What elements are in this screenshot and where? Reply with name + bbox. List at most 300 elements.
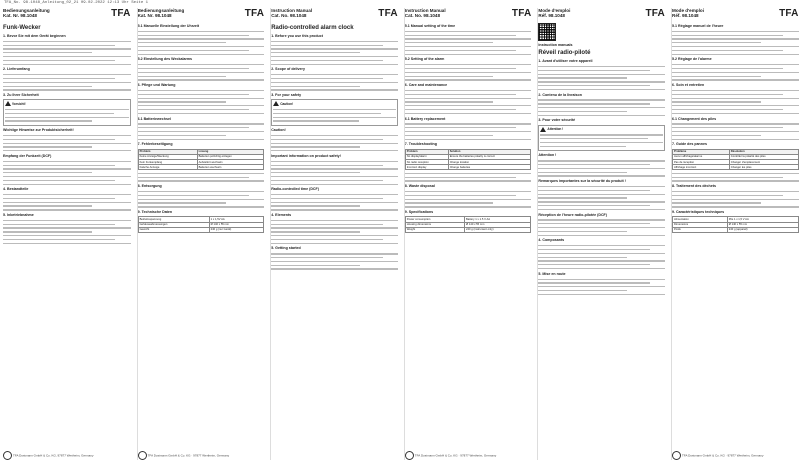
text-line (3, 143, 131, 144)
table-cell: Aucun affichage/alarme (673, 154, 730, 159)
text-line (405, 98, 532, 99)
text-line (3, 205, 92, 206)
text-line (3, 74, 131, 75)
text-line (271, 224, 382, 225)
product-heading: Funk-Wecker (3, 25, 41, 31)
text-line (405, 79, 532, 80)
text-line (3, 231, 92, 232)
column-header: Problème (673, 149, 730, 154)
table-cell: Dimensions (673, 222, 728, 227)
text-line (271, 235, 398, 236)
text-line (538, 209, 665, 210)
section-heading: 7. Troubleshooting (404, 142, 437, 147)
text-line (3, 202, 131, 203)
column-header: Problem (138, 149, 197, 154)
text-line (138, 195, 249, 196)
page-footer (405, 451, 532, 460)
table-cell: Pile 1 x 1,5 V AA (727, 217, 798, 222)
text-line (138, 38, 265, 39)
recycle-icon (672, 451, 681, 460)
text-line (405, 38, 532, 39)
table-cell: Batterien polrichtig einlegen (197, 154, 264, 159)
section-heading: 3. For your safety (271, 93, 302, 98)
text-line (672, 42, 761, 43)
text-line (3, 209, 131, 210)
model-number: Réf. 98.1048 (538, 13, 565, 19)
table-cell: No display/alarm (405, 154, 448, 159)
text-line (405, 113, 532, 114)
model-number: Kat. Nr. 98.1048 (3, 13, 37, 19)
section-heading: 8. Traitement des déchets (672, 184, 716, 189)
text-line (271, 41, 398, 42)
text-line (672, 90, 799, 91)
text-line (540, 134, 663, 135)
text-line (5, 120, 92, 121)
text-line (271, 86, 360, 87)
section-heading: 1. Avant d'utiliser votre appareil (538, 59, 593, 64)
section-heading: 1. Before you use this product (271, 34, 323, 38)
footer-text: TFA Dostmann GmbH & Co. KG · 97877 Wertheim, Germany (147, 453, 230, 458)
text-line (405, 46, 532, 47)
section-heading: 9. Specifications (404, 210, 434, 215)
page-footer (138, 451, 265, 460)
section-heading: 2. Scope of delivery (271, 67, 305, 72)
section-heading: 4. Bestandteile (3, 187, 29, 192)
specifications-table (672, 216, 799, 233)
qr-code (538, 23, 556, 41)
text-line (538, 260, 665, 261)
table-cell: Ø 140 x 55 mm (209, 222, 264, 227)
text-line (3, 168, 131, 169)
text-line (271, 143, 398, 144)
text-line (672, 35, 783, 36)
section-heading: 5.1 Réglage manuel de l'heure (672, 24, 724, 28)
manual-title: Instruction Manual (404, 8, 446, 13)
text-line (672, 46, 799, 47)
warning-icon (5, 101, 11, 106)
text-line (405, 177, 516, 178)
section-heading: 3. Pour votre sécurité (538, 118, 576, 123)
footer-text: TFA Dostmann GmbH & Co. KG · 97877 Wertheim, Germany (414, 453, 497, 458)
table-cell: Affichage incorrect (673, 165, 730, 170)
text-line (3, 135, 131, 136)
recycle-icon (3, 451, 12, 460)
tfa-logo: TFA (378, 8, 398, 19)
warning-label: Attention ! (547, 127, 564, 132)
text-line (538, 227, 665, 228)
text-line (538, 231, 627, 232)
text-line (672, 94, 783, 95)
section-heading: 5.2 Einstellung des Weckalarms (137, 57, 193, 62)
text-line (672, 31, 799, 32)
text-line (540, 146, 626, 147)
model-number: Cat. No. 98.1048 (271, 13, 307, 19)
text-line (672, 38, 799, 39)
page-header (138, 8, 265, 22)
text-line (538, 85, 649, 86)
text-line (538, 103, 649, 104)
text-line (672, 202, 761, 203)
section-heading: 8. Waste disposal (404, 184, 435, 189)
text-line (540, 138, 648, 139)
text-line (271, 243, 398, 244)
text-line (3, 139, 115, 140)
text-line (3, 89, 131, 90)
text-line (405, 131, 532, 132)
section-heading: 2. Lieferumfang (3, 67, 30, 72)
text-line (138, 177, 249, 178)
text-line (271, 202, 398, 203)
text-line (672, 199, 799, 200)
text-line (3, 243, 131, 244)
text-line (538, 219, 665, 220)
text-line (538, 115, 665, 116)
manual-page-fr (537, 8, 665, 460)
text-line (138, 72, 265, 73)
text-line (538, 186, 665, 187)
table-row (673, 227, 799, 232)
section-heading: 1. Bevor Sie mit dem Gerät beginnen (3, 34, 66, 38)
text-line (405, 90, 532, 91)
text-line (271, 139, 382, 140)
manual-page-en (404, 8, 532, 460)
table-cell: Change batteries (448, 165, 531, 170)
table-cell: Changer les piles (729, 165, 798, 170)
text-line (271, 198, 382, 199)
text-line (271, 227, 398, 228)
text-line (3, 176, 131, 177)
text-line (538, 172, 627, 173)
table-cell: Batterien wechseln (197, 165, 264, 170)
text-line (405, 72, 532, 73)
text-line (3, 146, 92, 147)
section-heading: Wichtige Hinweise zur Produktsicherheit! (3, 128, 74, 133)
column-header: Lösung (197, 149, 264, 154)
section-heading: Réception de l'heure radio-pilotée (DCF) (538, 212, 607, 217)
text-line (538, 107, 665, 108)
text-line (271, 78, 382, 79)
text-line (271, 231, 360, 232)
table-cell: 240 g (nur Gerät) (209, 227, 264, 232)
text-line (538, 175, 665, 176)
text-line (138, 180, 265, 181)
text-line (672, 123, 799, 124)
text-line (405, 35, 516, 36)
text-line (138, 139, 265, 140)
column-header: Problem (405, 149, 448, 154)
text-line (3, 239, 115, 240)
section-heading: 7. Guide des pannes (672, 142, 707, 147)
table-cell: Battery 1 x 1.5 V AA (465, 217, 531, 222)
text-line (271, 74, 398, 75)
text-line (405, 105, 532, 106)
warning-header (273, 101, 396, 106)
text-line (405, 206, 532, 207)
text-line (405, 191, 532, 192)
text-line (672, 177, 783, 178)
troubleshooting-table (138, 149, 265, 171)
text-line (138, 79, 265, 80)
text-line (538, 282, 649, 283)
page-title-block (405, 8, 446, 18)
text-line (271, 205, 360, 206)
section-heading: 6.1 Changement des piles (672, 116, 717, 121)
text-line (271, 161, 398, 162)
page-header (672, 8, 799, 22)
page-title-block (672, 8, 704, 18)
text-line (271, 150, 398, 151)
footer-text: TFA Dostmann GmbH & Co. KG, 97877 Wertheim, Germany (13, 453, 94, 458)
table-cell: 240 g (instrument only) (465, 227, 531, 232)
text-line (405, 199, 532, 200)
table-row (405, 227, 531, 232)
text-line (672, 72, 799, 73)
text-line (672, 76, 761, 77)
text-line (3, 198, 115, 199)
text-line (405, 101, 494, 102)
warning-header (5, 101, 129, 106)
product-heading: Radio-controlled alarm clock (271, 25, 354, 31)
section-heading: 9. Technische Daten (137, 210, 173, 215)
text-line (271, 89, 398, 90)
text-line (138, 105, 265, 106)
table-cell: Changer d'emplacement (729, 159, 798, 164)
text-line (3, 86, 92, 87)
text-line (138, 31, 265, 32)
text-line (138, 199, 265, 200)
text-line (405, 202, 494, 203)
text-line (538, 253, 665, 254)
text-line (405, 68, 516, 69)
text-line (538, 249, 649, 250)
section-heading: 5.2 Setting of the alarm (404, 57, 445, 62)
text-line (5, 117, 129, 118)
text-line (3, 180, 115, 181)
section-heading: 4. Composants (538, 238, 565, 243)
text-line (538, 74, 665, 75)
text-line (138, 64, 265, 65)
text-line (138, 94, 249, 95)
text-line (271, 52, 360, 53)
text-line (538, 235, 665, 236)
text-line (405, 31, 532, 32)
section-heading: 6. Soin et entretien (672, 83, 705, 88)
manual-title: Bedienungsanleitung (3, 8, 50, 13)
text-line (538, 257, 627, 258)
text-line (538, 290, 627, 291)
table-cell: Weight (405, 227, 464, 232)
table-cell: 1 x 1,5V AA (209, 217, 264, 222)
warning-box (271, 99, 398, 126)
model-number: Cat. No. 98.1048 (404, 13, 441, 19)
table-cell: Poids (673, 227, 728, 232)
text-line (538, 201, 665, 202)
text-line (138, 202, 227, 203)
table-cell: Ø 140 x 55 mm (465, 222, 531, 227)
text-line (3, 224, 115, 225)
text-line (405, 54, 532, 55)
text-line (138, 54, 265, 55)
text-line (538, 294, 665, 295)
text-line (271, 268, 398, 269)
text-line (271, 146, 360, 147)
text-line (405, 123, 532, 124)
text-line (672, 109, 783, 110)
text-line (138, 68, 249, 69)
table-cell: Pas de réception (673, 159, 730, 164)
manual-title: Instruction Manual (271, 8, 313, 13)
text-line (672, 64, 799, 65)
table-cell: Gehäuseabmessungen (138, 222, 209, 227)
warning-icon (273, 101, 279, 106)
table-row (138, 165, 264, 170)
text-line (672, 105, 799, 106)
text-line (271, 184, 398, 185)
text-line (271, 172, 360, 173)
text-line (538, 70, 649, 71)
text-line (405, 139, 532, 140)
text-line (538, 81, 665, 82)
text-line (538, 205, 649, 206)
text-line (672, 139, 799, 140)
text-line (138, 98, 265, 99)
footer-text: TFA Dostmann GmbH & Co. KG · 97877 Wertheim, Germany (682, 453, 764, 458)
text-line (3, 78, 115, 79)
text-line (273, 113, 381, 114)
text-line (271, 261, 398, 262)
text-line (405, 109, 516, 110)
text-line (271, 165, 382, 166)
section-heading: 6. Pflege und Wartung (137, 83, 176, 88)
section-heading: 9. Caractéristiques techniques (672, 210, 725, 215)
text-line (672, 98, 799, 99)
page-footer (3, 451, 131, 460)
tfa-logo: TFA (111, 8, 131, 19)
text-line (138, 46, 265, 47)
text-line (540, 142, 663, 143)
text-line (271, 265, 360, 266)
text-line (3, 172, 92, 173)
text-line (3, 165, 115, 166)
text-line (538, 268, 665, 269)
text-line (672, 79, 799, 80)
text-line (3, 82, 131, 83)
text-line (672, 68, 783, 69)
text-line (405, 195, 516, 196)
text-line (138, 113, 265, 114)
table-cell: Keine Anzeige/Weckung (138, 154, 197, 159)
text-line (271, 135, 398, 136)
table-cell: Power consumption (405, 217, 464, 222)
manual-page-de (137, 8, 265, 460)
text-line (538, 160, 665, 161)
specifications-table (138, 216, 265, 233)
section-heading: 5. Mise en route (538, 271, 566, 276)
column-header: Résolution (729, 149, 798, 154)
text-line (405, 127, 516, 128)
section-heading: 5.1 Manual setting of the time (404, 24, 456, 28)
text-line (271, 82, 398, 83)
text-line (5, 109, 129, 110)
page-title-block (3, 8, 50, 18)
table-cell: Betriebsspannung (138, 217, 209, 222)
text-line (138, 123, 265, 124)
text-line (3, 60, 115, 61)
text-line (3, 220, 131, 221)
model-number: Kat. Nr. 98.1048 (137, 13, 172, 19)
text-line (538, 77, 627, 78)
print-slug: TFA_No. 98.1048_Anleitung_02_21 09.02.2022 12:13 Uhr Seite 1 (4, 1, 149, 5)
text-line (672, 101, 761, 102)
table-cell: Ø 140 x 55 mm (727, 222, 798, 227)
text-line (138, 76, 227, 77)
text-line (672, 54, 799, 55)
table-cell: 240 g (appareil) (727, 227, 798, 232)
warning-label: Vorsicht! (12, 101, 26, 106)
table-cell: Ensure the batteries polarity is correct (448, 154, 531, 159)
text-line (405, 64, 532, 65)
text-line (3, 52, 92, 53)
table-cell: Contrôler la polarité des piles (729, 154, 798, 159)
text-line (138, 42, 227, 43)
warning-box (538, 125, 665, 152)
table-cell: Falsche Anzeige (138, 165, 197, 170)
section-heading: Remarques importantes sur la sécurité du produit ! (538, 179, 626, 184)
text-line (672, 180, 799, 181)
text-line (3, 64, 131, 65)
text-line (538, 197, 627, 198)
text-line (672, 191, 799, 192)
section-heading: 5. Getting started (271, 246, 301, 251)
text-line (3, 227, 131, 228)
section-heading: 5.2 Réglage de l'alarme (672, 57, 712, 62)
text-line (3, 150, 131, 151)
section-heading: 6. Care and maintenance (404, 83, 448, 88)
text-line (271, 48, 398, 49)
page-title-block (271, 8, 312, 18)
section-heading: 8. Entsorgung (137, 184, 162, 189)
troubleshooting-table (672, 149, 799, 171)
section-heading: Attention ! (538, 153, 557, 158)
text-line (138, 206, 265, 207)
section-heading: 2. Contenu de la livraison (538, 92, 582, 97)
table-cell: Gewicht (138, 227, 209, 232)
text-line (271, 220, 398, 221)
text-line (405, 180, 532, 181)
text-line (405, 94, 516, 95)
section-heading: 3. Zu Ihrer Sicherheit (3, 93, 39, 98)
text-line (271, 176, 398, 177)
section-heading: 6.1 Battery replacement (404, 116, 446, 121)
product-heading: Réveil radio-piloté (538, 50, 591, 57)
text-line (538, 89, 665, 90)
text-line (271, 257, 382, 258)
text-line (672, 131, 799, 132)
table-row (138, 227, 264, 232)
section-heading: Radio-controlled time (DCF) (271, 187, 319, 192)
text-line (538, 164, 649, 165)
text-line (538, 168, 665, 169)
tfa-logo: TFA (645, 8, 665, 19)
text-line (273, 120, 359, 121)
tfa-logo: TFA (779, 8, 799, 19)
section-heading: 5. Inbetriebnahme (3, 213, 34, 218)
text-line (538, 279, 665, 280)
warning-header (540, 127, 663, 132)
text-line (538, 286, 665, 287)
text-line (271, 253, 398, 254)
table-cell: Change location (448, 159, 531, 164)
